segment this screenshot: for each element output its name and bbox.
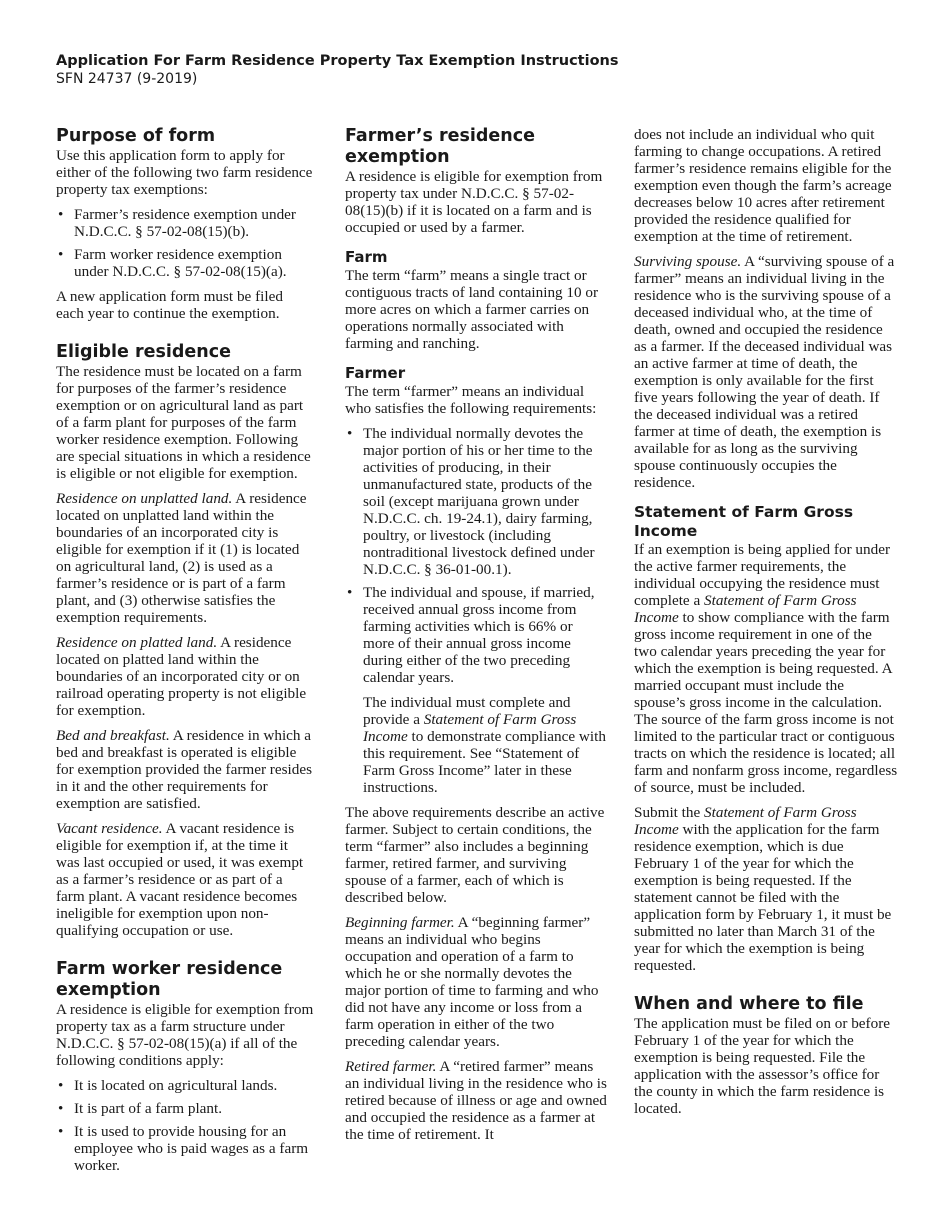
platted-paragraph [56,634,314,719]
unplatted-text: A residence located on unplatted land within the boundaries of an incorporated city is eligible for exemption if it (1) is located on agricultural land, (2) is used as a farmer’s residence or is part of a farm plant, and (3) otherwise satisfies the exemption requirements. [56,490,307,626]
list-item: • Farm worker residence exemption under N.D.C.C. § 57-02-08(15)(a). [56,246,314,280]
statement-heading: Statement of Farm Gross Income [634,503,854,540]
farmer-heading: Farmer [345,364,406,382]
beginning-label: Beginning farmer. [345,914,455,931]
list-item: • It is located on agricultural lands. [56,1077,314,1094]
bnb-text: A residence in which a bed and breakfast is operated is eligible for exemption provided the farmer resides in it and the other requirements for exemption are satisfied. [56,727,312,812]
farm-heading: Farm [345,248,388,266]
statement-title: Statement of Farm Gross Income [634,804,857,838]
list-item: • It is used to provide housing for an employee who is paid wages as a farm worker. [56,1123,314,1174]
statement-paragraph-2 [634,804,898,974]
note-text: to demonstrate compliance with this requirement. See “Statement of Farm Gross Income” later in these instructions. [363,728,606,796]
document-header [56,52,619,88]
note-text: The individual must complete and provide a [363,694,571,728]
above-requirements: The above requirements describe an active farmer. Subject to certain conditions, the term “farmer” also includes a beginning farmer, retired farmer, and surviving spouse of a farmer, each of which is described below. [345,804,605,906]
statement-text: to show compliance with the farm gross income requirement in one of the two calendar years preceding the year for which the exemption is being requested. A married occupant must include the spouse’s gross income in the calculation. The source of the farm gross income is not limited to the particular tract or contiguous tracts on which the residence is located; all farm and nonfarm gross income, regardless of source, must be included. [634,609,898,796]
list-item [345,584,607,796]
column-3 [634,126,898,1125]
beginning-paragraph [345,914,607,1050]
when-where-text: The application must be filed on or before February 1 of the year for which the exemption is being requested. File the application with the assessor’s office for the county in which the farm residence is located. [634,1015,890,1117]
farmer-residence-intro: A residence is eligible for exemption from property tax under N.D.C.C. § 57-02-08(15)(b) if it is located on a farm and is occupied or used by a farmer. [345,168,603,236]
farm-definition: The term “farm” means a single tract or contiguous tracts of land containing 10 or more acres on which a farmer carries on operations normally associated with farming and ranching. [345,267,599,352]
list-item: • The individual normally devotes the major portion of his or her time to the activities of producing, in their unmanufactured state, products of the soil (except marijuana grown under N.D.C.C. ch. 19-24.1), dairy farming, poultry, or livestock (including nontraditional livestock defined under N.D.C.C. § 36-01-00.1). [345,425,607,578]
purpose-intro: Use this application form to apply for either of the following two farm residence property tax exemptions: [56,147,313,198]
worker-intro: A residence is eligible for exemption from property tax as a farm structure under N.D.C.C. § 57-02-08(15)(a) if all of the following conditions apply: [56,1001,314,1069]
platted-text: A residence located on platted land within the boundaries of an incorporated city or on railroad operating property is not eligible for exemption. [56,634,307,719]
beginning-text: A “beginning farmer” means an individual who begins occupation and operation of a farm to which he or she normally devotes the major portion of time to farming and who did not have any income or loss from a farm operation in either of the two preceding calendar years. [345,914,599,1050]
spouse-text: A “surviving spouse of a farmer” means an individual living in the residence who is the surviving spouse of a deceased individual who, at the time of death, owned and occupied the residence as a farmer. If the deceased individual was an active farmer at time of death, the exemption is only available for the first five years following the year of death. If the deceased individual was a retired farmer at time of death, the exemption is available for as long as the surviving spouse continuously occupies the residence. [634,253,895,491]
statement-text: with the application for the farm residence exemption, which is due February 1 of the year for which the exemption is being requested. If the statement cannot be filed with the application form by February 1, it must be submitted no later than March 31 of the year for which the exemption is being requested. [634,821,892,974]
list-item-text: The individual and spouse, if married, received annual gross income from farming activities which is 66% or more of their annual gross income during either of the two preceding calendar years. [363,584,595,686]
purpose-note: A new application form must be filed each year to continue the exemption. [56,288,283,322]
list-item: • It is part of a farm plant. [56,1100,314,1117]
unplatted-label: Residence on unplatted land. [56,490,233,507]
statement-text: Submit the [634,804,705,821]
purpose-list [56,206,314,280]
purpose-heading: Purpose of form [56,126,216,146]
column-2 [345,126,607,1151]
worker-heading: Farm worker residence exemption [56,959,283,1000]
statement-paragraph-1 [634,541,898,796]
retired-paragraph [345,1058,607,1143]
vacant-label: Vacant residence. [56,820,163,837]
vacant-text: A vacant residence is eligible for exemption if, at the time it was last occupied or used, it was exempt as a farmer’s residence or as part of a farm plant. A vacant residence becomes ineligible for exemption upon non-qualifying occupation or use. [56,820,304,939]
retired-label: Retired farmer. [345,1058,437,1075]
worker-list [56,1077,314,1174]
statement-requirement-note [363,694,606,796]
statement-title: Statement of Farm Gross Income [634,592,857,626]
spouse-paragraph [634,253,898,491]
farmer-residence-heading: Farmer’s residence exemption [345,126,536,167]
form-number: SFN 24737 (9-2019) [56,71,198,87]
bnb-paragraph [56,727,314,812]
unplatted-paragraph [56,490,314,626]
farmer-requirements-list [345,425,607,796]
bnb-label: Bed and breakfast. [56,727,170,744]
when-where-heading: When and where to file [634,994,864,1014]
statement-title: Statement of Farm Gross Income [363,711,577,745]
platted-label: Residence on platted land. [56,634,218,651]
spouse-label: Surviving spouse. [634,253,742,270]
statement-text: If an exemption is being applied for under the active farmer requirements, the individual occupying the residence must complete a [634,541,890,609]
retired-continued: does not include an individual who quit farming to change occupations. A retired farmer’s residence remains eligible for the exemption even though the farm’s acreage decreases below 10 acres after retirement provided the residence qualified for exemption at the time of retirement. [634,126,892,245]
vacant-paragraph [56,820,314,939]
column-1 [56,126,314,1182]
eligible-heading: Eligible residence [56,342,231,362]
list-item: • Farmer’s residence exemption under N.D.C.C. § 57-02-08(15)(b). [56,206,314,240]
retired-text: A “retired farmer” means an individual living in the residence who is retired because of illness or age and owned and occupied the residence as a farmer at the time of retirement. It [345,1058,607,1143]
eligible-intro: The residence must be located on a farm for purposes of the farmer’s residence exemption or on agricultural land as part of a farm plant for purposes of the farm worker residence exemption. Following are special situations in which a residence is eligible or not eligible for exemption. [56,363,311,482]
document-title: Application For Farm Residence Property Tax Exemption Instructions [56,53,619,69]
farmer-intro: The term “farmer” means an individual who satisfies the following requirements: [345,383,597,417]
